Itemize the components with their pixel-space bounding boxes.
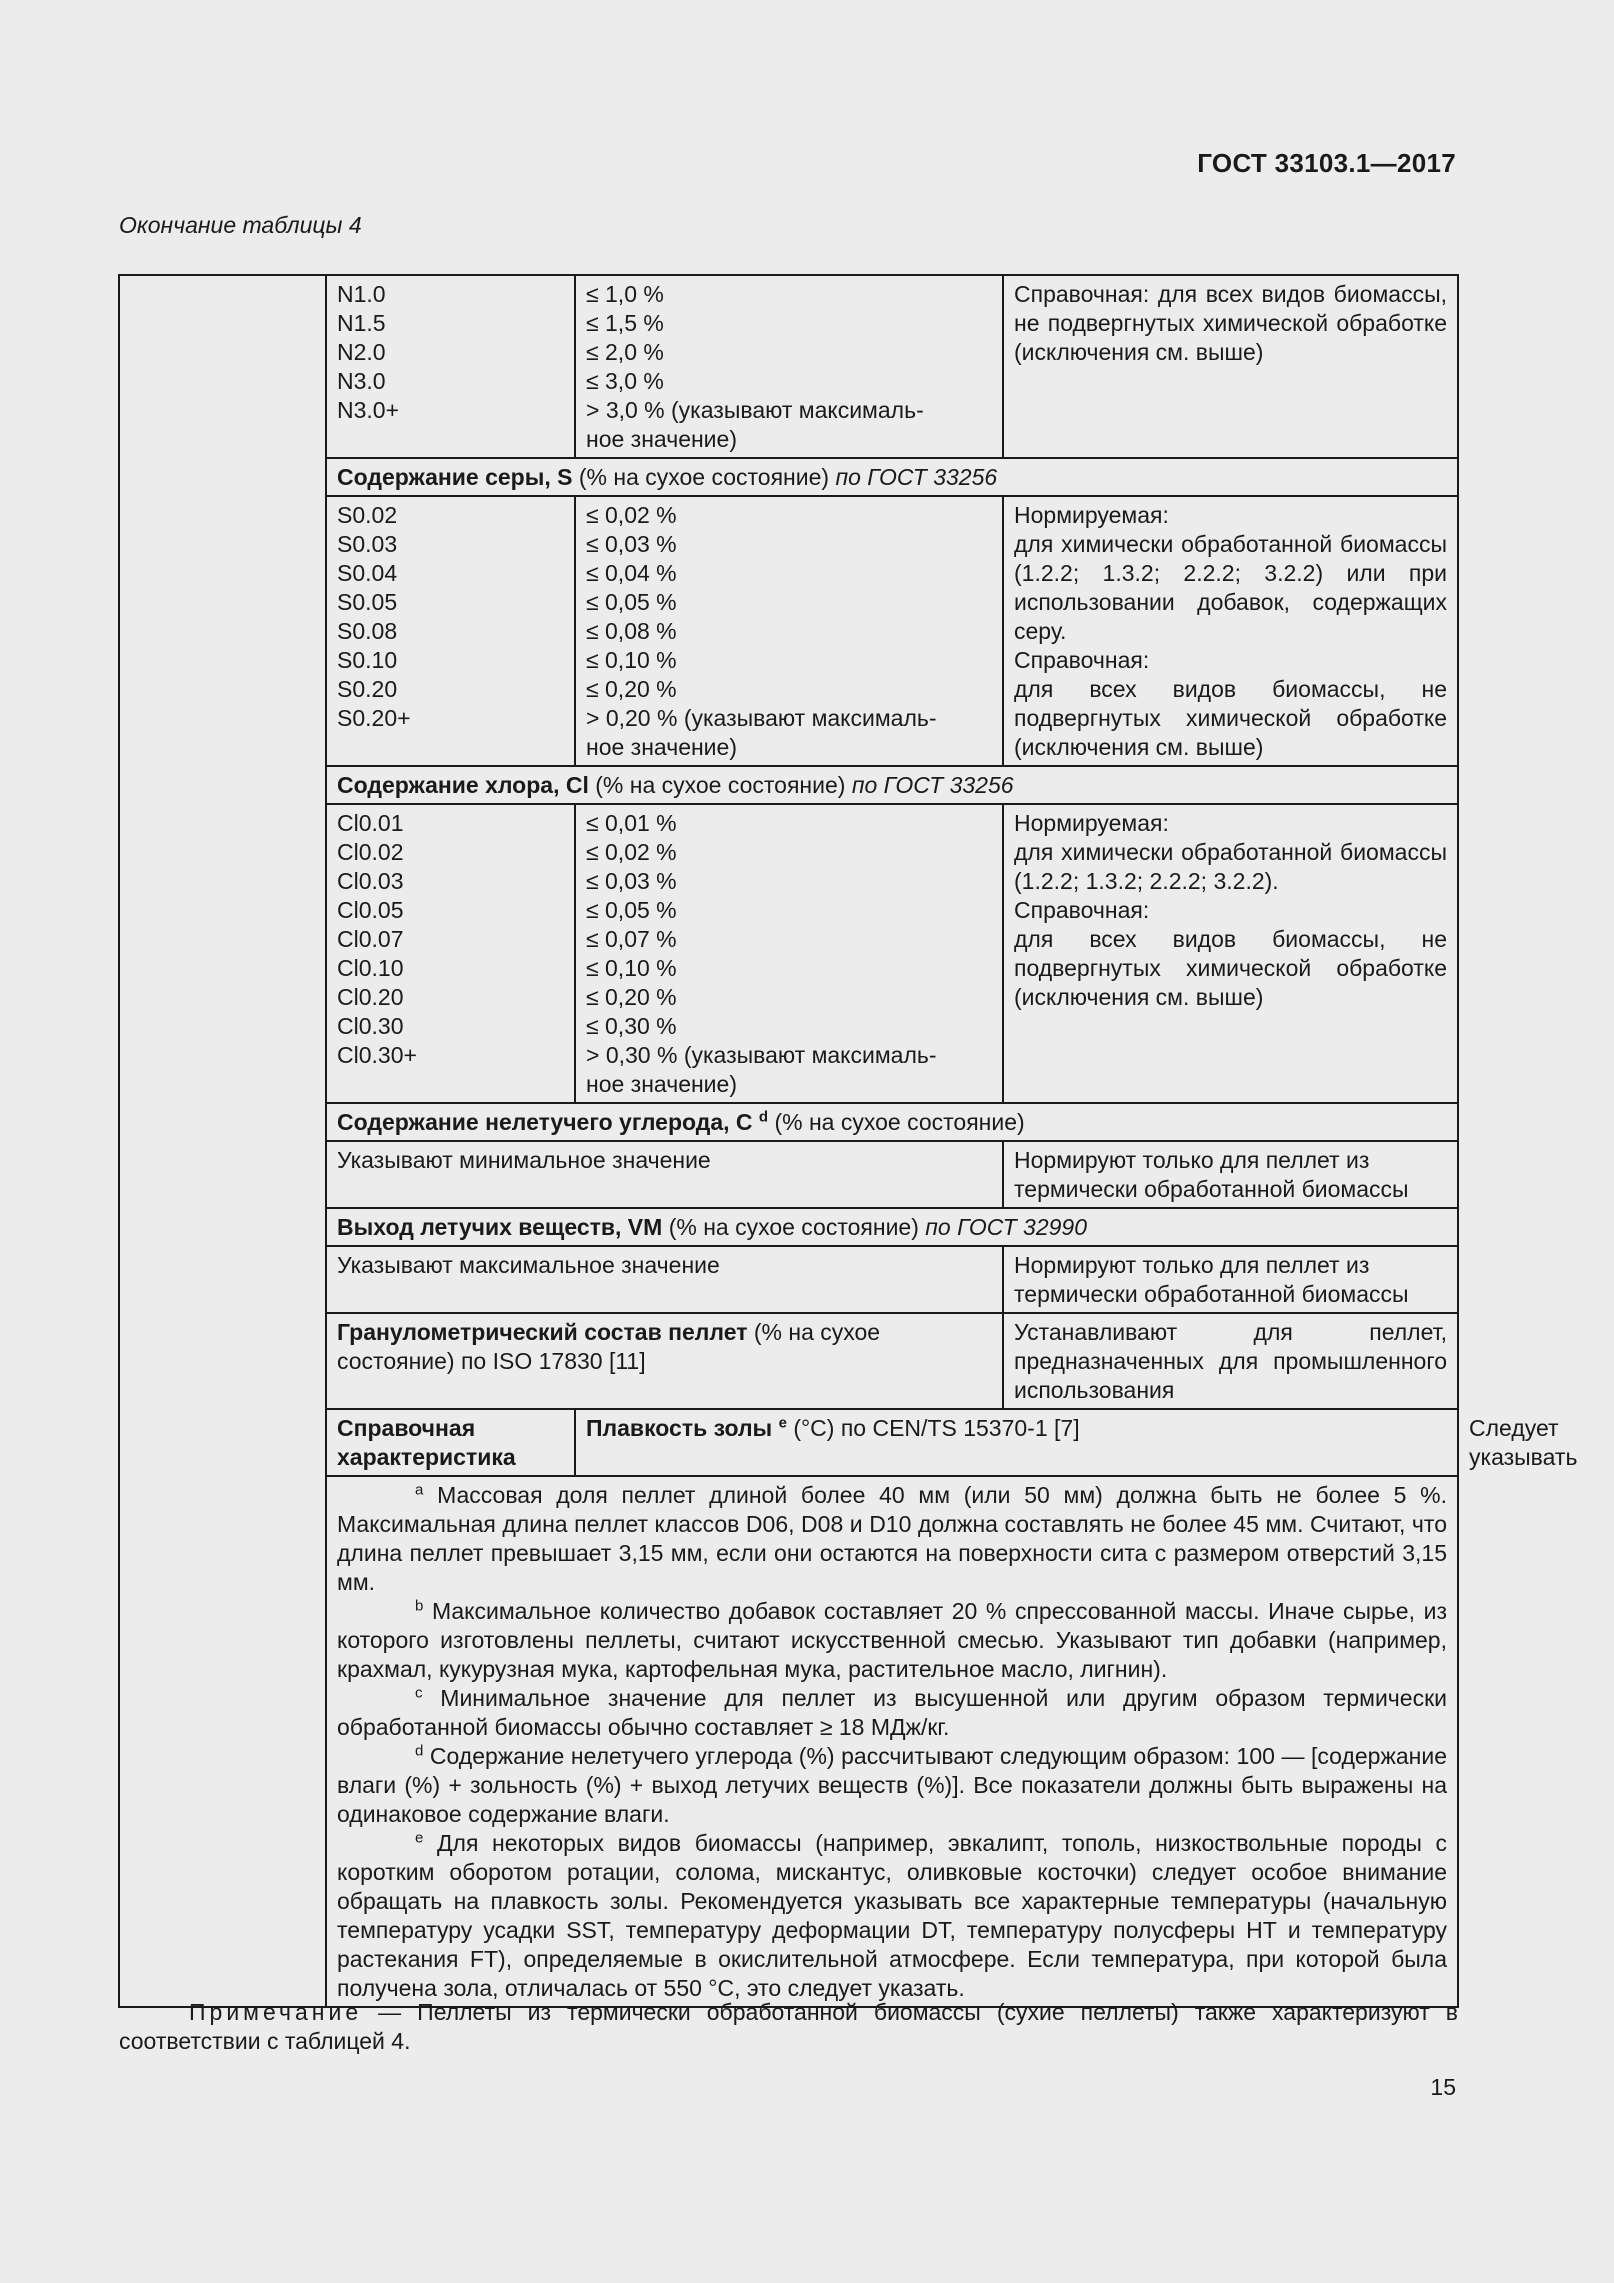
class-code: Cl0.02 xyxy=(337,839,404,865)
class-value: ≤ 0,20 % xyxy=(586,984,677,1010)
footnote xyxy=(337,1481,1447,1597)
table-row: Справочная характеристика Плавкость золы $^e$ (°С) по CEN/TS 15370-1 [7] Следует указывать xyxy=(119,1409,1458,1476)
class-value: ное значение) xyxy=(586,426,737,452)
class-code: S0.10 xyxy=(337,647,398,673)
footnote-mark: a xyxy=(415,1481,424,1499)
class-value: ≤ 0,05 % xyxy=(586,589,677,615)
sulfur-values xyxy=(575,496,1003,766)
class-code: Cl0.30+ xyxy=(337,1042,417,1068)
class-value: > 3,0 % (указывают максималь- xyxy=(586,397,924,423)
class-code: N3.0 xyxy=(337,368,386,394)
table-note: Примечание — Пеллеты из термически обработанной биомассы (сухие пеллеты) также характеризуют в соответствии с таблицей 4. xyxy=(119,1999,1458,2054)
sulfur-note: Нормируемая: для химически обработанной биомассы (1.2.2; 1.3.2; 2.2.2; 3.2.2) или при использовании добавок, содержащих серу. Справочная: для всех видов биомассы, не подвергнутых химической обработке (исключения см. выше) xyxy=(1003,496,1458,766)
table-row xyxy=(119,275,1458,458)
fixed-carbon-title: Содержание нелетучего углерода, C $^d$ (% на сухое состояние) xyxy=(326,1103,1458,1141)
class-code: S0.08 xyxy=(337,618,398,644)
class-code: Cl0.07 xyxy=(337,926,404,952)
class-code: S0.05 xyxy=(337,589,398,615)
class-value: ≤ 0,04 % xyxy=(586,560,677,586)
footnote-text: Максимальное количество добавок составляет 20 % спрессованной массы. Иначе сырье, из которого изготовлены пеллеты, считают искусственной смесью. Указывают тип добавки (например, крахмал, кукурузная мука, картофельная мука, растительное масло, лигнин). xyxy=(337,1598,1447,1682)
footnote-mark: d xyxy=(415,1742,424,1760)
chlorine-values xyxy=(575,804,1003,1103)
footnote xyxy=(337,1597,1447,1684)
class-code: S0.03 xyxy=(337,531,398,557)
class-code: S0.20 xyxy=(337,676,398,702)
footnote-text: Массовая доля пеллет длиной более 40 мм (или 50 мм) должна быть не более 5 %. Максимальная длина пеллет классов D06, D08 и D10 должна составлять не более 45 мм. Считают, что длина пеллет превышает 3,15 мм, если они остаются на поверхности сита с размером отверстий 3,15 мм. xyxy=(337,1482,1447,1595)
properties-table xyxy=(118,274,1578,2008)
footnote-mark: c xyxy=(415,1684,423,1702)
page-number: 15 xyxy=(1430,2074,1456,2100)
sulfur-classes xyxy=(326,496,575,766)
class-value: ное значение) xyxy=(586,1071,737,1097)
class-value: ≤ 0,07 % xyxy=(586,926,677,952)
class-code: Cl0.20 xyxy=(337,984,404,1010)
class-code: N1.5 xyxy=(337,310,386,336)
footnotes xyxy=(326,1476,1458,2007)
footnote xyxy=(337,1742,1447,1829)
footnote xyxy=(337,1684,1447,1742)
footnote xyxy=(337,1829,1447,2003)
class-code: N3.0+ xyxy=(337,397,400,423)
class-code: Cl0.30 xyxy=(337,1013,404,1039)
nitrogen-classes xyxy=(326,275,575,458)
fixed-carbon-value: Указывают минимальное значение xyxy=(326,1141,1003,1208)
sulfur-title: Содержание серы, S (% на сухое состояние) по ГОСТ 33256 xyxy=(326,458,1458,496)
footnote-text: Минимальное значение для пеллет из высушенной или другим образом термически обработанной биомассы обычно составляет ≥ 18 МДж/кг. xyxy=(337,1685,1447,1740)
class-code: N1.0 xyxy=(337,281,386,307)
nitrogen-note: Справочная: для всех видов биомассы, не подвергнутых химической обработке (исключения см. выше) xyxy=(1003,275,1458,458)
left-empty-cell xyxy=(119,275,326,2007)
reference-characteristic-label: Справочная характеристика xyxy=(326,1409,575,1476)
class-code: Cl0.01 xyxy=(337,810,404,836)
class-value: ≤ 1,0 % xyxy=(586,281,664,307)
volatile-note: Нормируют только для пеллет из термически обработанной биомассы xyxy=(1003,1246,1458,1313)
class-value: > 0,30 % (указывают максималь- xyxy=(586,1042,937,1068)
class-code: Cl0.10 xyxy=(337,955,404,981)
class-value: ≤ 0,01 % xyxy=(586,810,677,836)
ash-melting-title: Плавкость золы $^e$ (°С) по CEN/TS 15370-1 [7] xyxy=(575,1409,1458,1476)
class-value: ≤ 2,0 % xyxy=(586,339,664,365)
footnote-mark: b xyxy=(415,1597,424,1615)
class-value: ≤ 3,0 % xyxy=(586,368,664,394)
class-code: S0.04 xyxy=(337,560,398,586)
chlorine-title: Содержание хлора, Cl (% на сухое состояние) по ГОСТ 33256 xyxy=(326,766,1458,804)
volatile-title: Выход летучих веществ, VM (% на сухое состояние) по ГОСТ 32990 xyxy=(326,1208,1458,1246)
footnote-text: Содержание нелетучего углерода (%) рассчитывают следующим образом: 100 — [содержание влаги (%) + зольность (%) + выход летучих веществ (%)]. Все показатели должны быть выражены на одинаковое содержание влаги. xyxy=(337,1743,1447,1827)
class-code: S0.02 xyxy=(337,502,398,528)
fixed-carbon-note: Нормируют только для пеллет из термически обработанной биомассы xyxy=(1003,1141,1458,1208)
class-value: ное значение) xyxy=(586,734,737,760)
footnote-mark: e xyxy=(415,1829,424,1847)
class-value: ≤ 0,10 % xyxy=(586,955,677,981)
class-value: > 0,20 % (указывают максималь- xyxy=(586,705,937,731)
class-value: ≤ 0,03 % xyxy=(586,531,677,557)
class-value: ≤ 0,03 % xyxy=(586,868,677,894)
class-value: ≤ 0,05 % xyxy=(586,897,677,923)
class-code: Cl0.05 xyxy=(337,897,404,923)
class-value: ≤ 0,02 % xyxy=(586,839,677,865)
class-code: N2.0 xyxy=(337,339,386,365)
document-number: ГОСТ 33103.1—2017 xyxy=(1197,148,1456,178)
class-value: ≤ 0,30 % xyxy=(586,1013,677,1039)
class-value: ≤ 0,02 % xyxy=(586,502,677,528)
chlorine-note: Нормируемая: для химически обработанной биомассы (1.2.2; 1.3.2; 2.2.2; 3.2.2). Справочная: для всех видов биомассы, не подвергнутых химической обработке (исключения см. выше) xyxy=(1003,804,1458,1103)
footnote-text: Для некоторых видов биомассы (например, эвкалипт, тополь, низкоствольные породы с коротким оборотом ротации, солома, мискантус, оливковые косточки) следует особое внимание обращать на плавкость золы. Рекомендуется указывать все характерные температуры (начальную температуру усадки SST, температуру деформации DT, температуру полусферы НТ и температуру растекания FT), определяемые в окислительной атмосфере. Если температура, при которой была получена зола, отличалась от 550 °С, это следует указать. xyxy=(337,1830,1447,2001)
class-value: ≤ 0,08 % xyxy=(586,618,677,644)
table-caption: Окончание таблицы 4 xyxy=(119,212,362,238)
chlorine-classes xyxy=(326,804,575,1103)
granulometry-note: Устанавливают для пеллет, предназначенных для промышленного использования xyxy=(1003,1313,1458,1409)
nitrogen-values xyxy=(575,275,1003,458)
volatile-value: Указывают максимальное значение xyxy=(326,1246,1003,1313)
granulometry-title: Гранулометрический состав пеллет (% на сухое состояние) по ISO 17830 [11] xyxy=(326,1313,1003,1409)
class-value: ≤ 0,10 % xyxy=(586,647,677,673)
class-value: ≤ 1,5 % xyxy=(586,310,664,336)
class-value: ≤ 0,20 % xyxy=(586,676,677,702)
class-code: Cl0.03 xyxy=(337,868,404,894)
class-code: S0.20+ xyxy=(337,705,411,731)
